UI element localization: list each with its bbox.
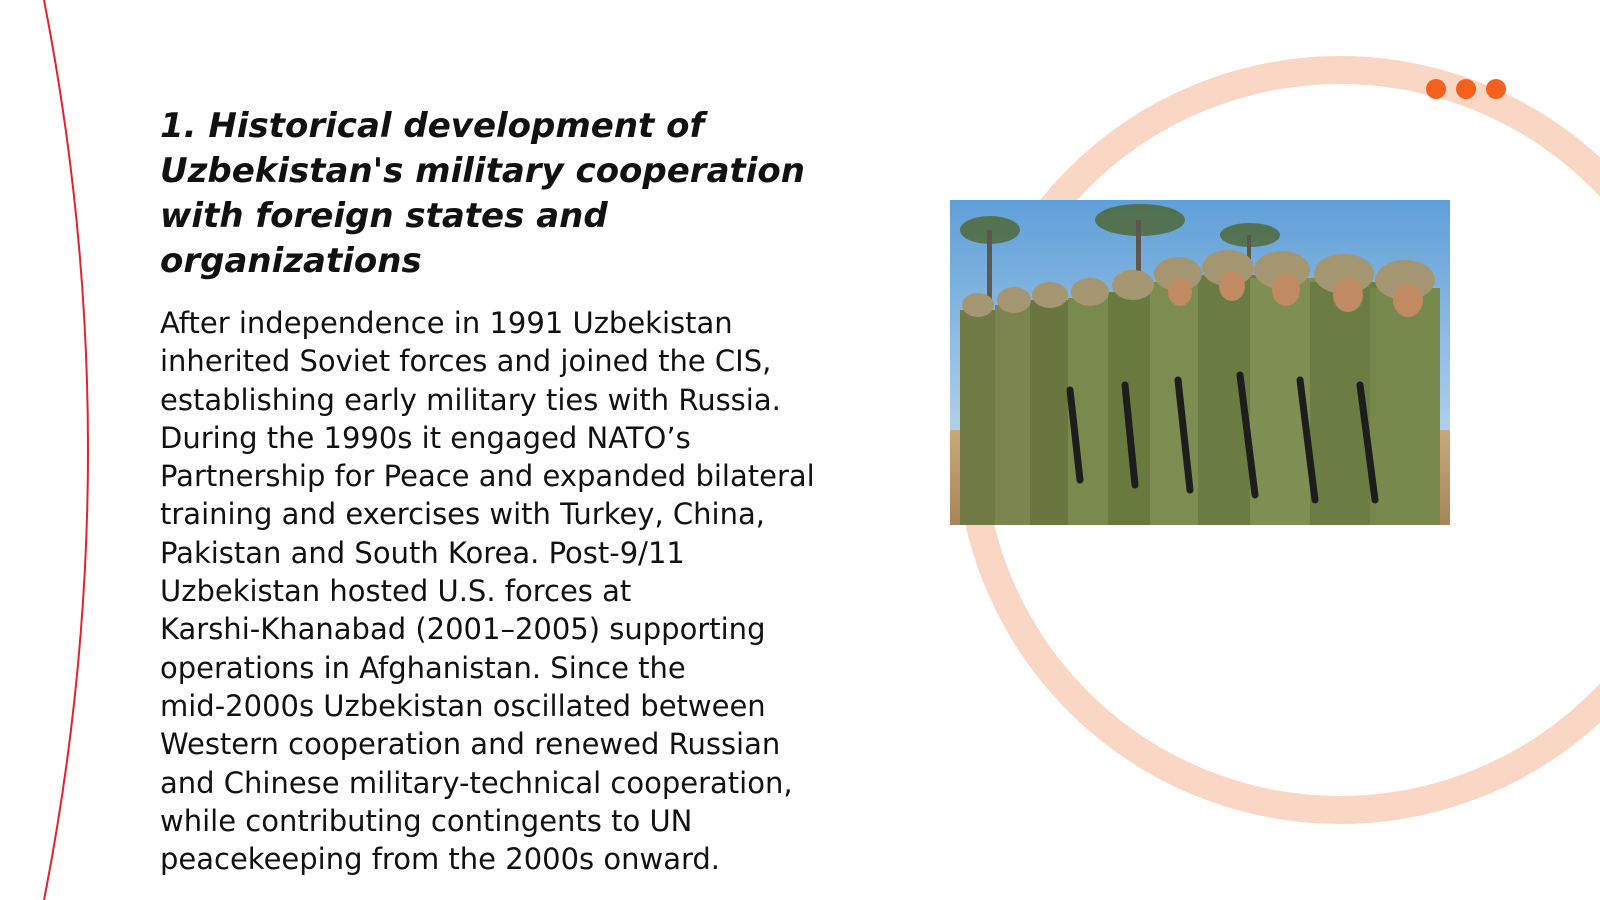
body-line: establishing early military ties with Russia. <box>160 382 781 417</box>
body-line: peacekeeping from the 2000s onward. <box>160 842 721 877</box>
body-line: inherited Soviet forces and joined the CIS, <box>160 344 772 379</box>
soldiers-photo <box>950 200 1450 525</box>
title-line: Uzbekistan's military cooperation <box>160 151 805 191</box>
dot <box>1426 79 1446 99</box>
body-line: Uzbekistan hosted U.S. forces at <box>160 574 632 609</box>
slide-title <box>160 104 860 284</box>
body-line: Western cooperation and renewed Russian <box>160 727 781 762</box>
dot <box>1456 79 1476 99</box>
body-line: Partnership for Peace and expanded bilateral <box>160 459 815 494</box>
dot <box>1486 79 1506 99</box>
slide-body-text <box>160 304 860 878</box>
title-line: 1. Historical development of <box>160 106 705 146</box>
body-line: After independence in 1991 Uzbekistan <box>160 306 733 340</box>
body-line: operations in Afghanistan. Since the <box>160 650 686 685</box>
body-line: training and exercises with Turkey, China, <box>160 497 765 532</box>
left-arc-line <box>44 0 88 900</box>
body-line: Karshi-Khanabad (2001–2005) supporting <box>160 612 766 647</box>
body-line: Pakistan and South Korea. Post-9/11 <box>160 535 685 570</box>
body-line: mid-2000s Uzbekistan oscillated between <box>160 688 766 723</box>
dots-icon <box>1426 79 1506 99</box>
title-line: with foreign states and organizations <box>160 196 608 281</box>
soldiers-photo-illustration <box>950 200 1450 525</box>
body-line: During the 1990s it engaged NATO’s <box>160 420 691 455</box>
body-line: while contributing contingents to UN <box>160 803 693 838</box>
body-line: and Chinese military-technical cooperation, <box>160 765 793 800</box>
